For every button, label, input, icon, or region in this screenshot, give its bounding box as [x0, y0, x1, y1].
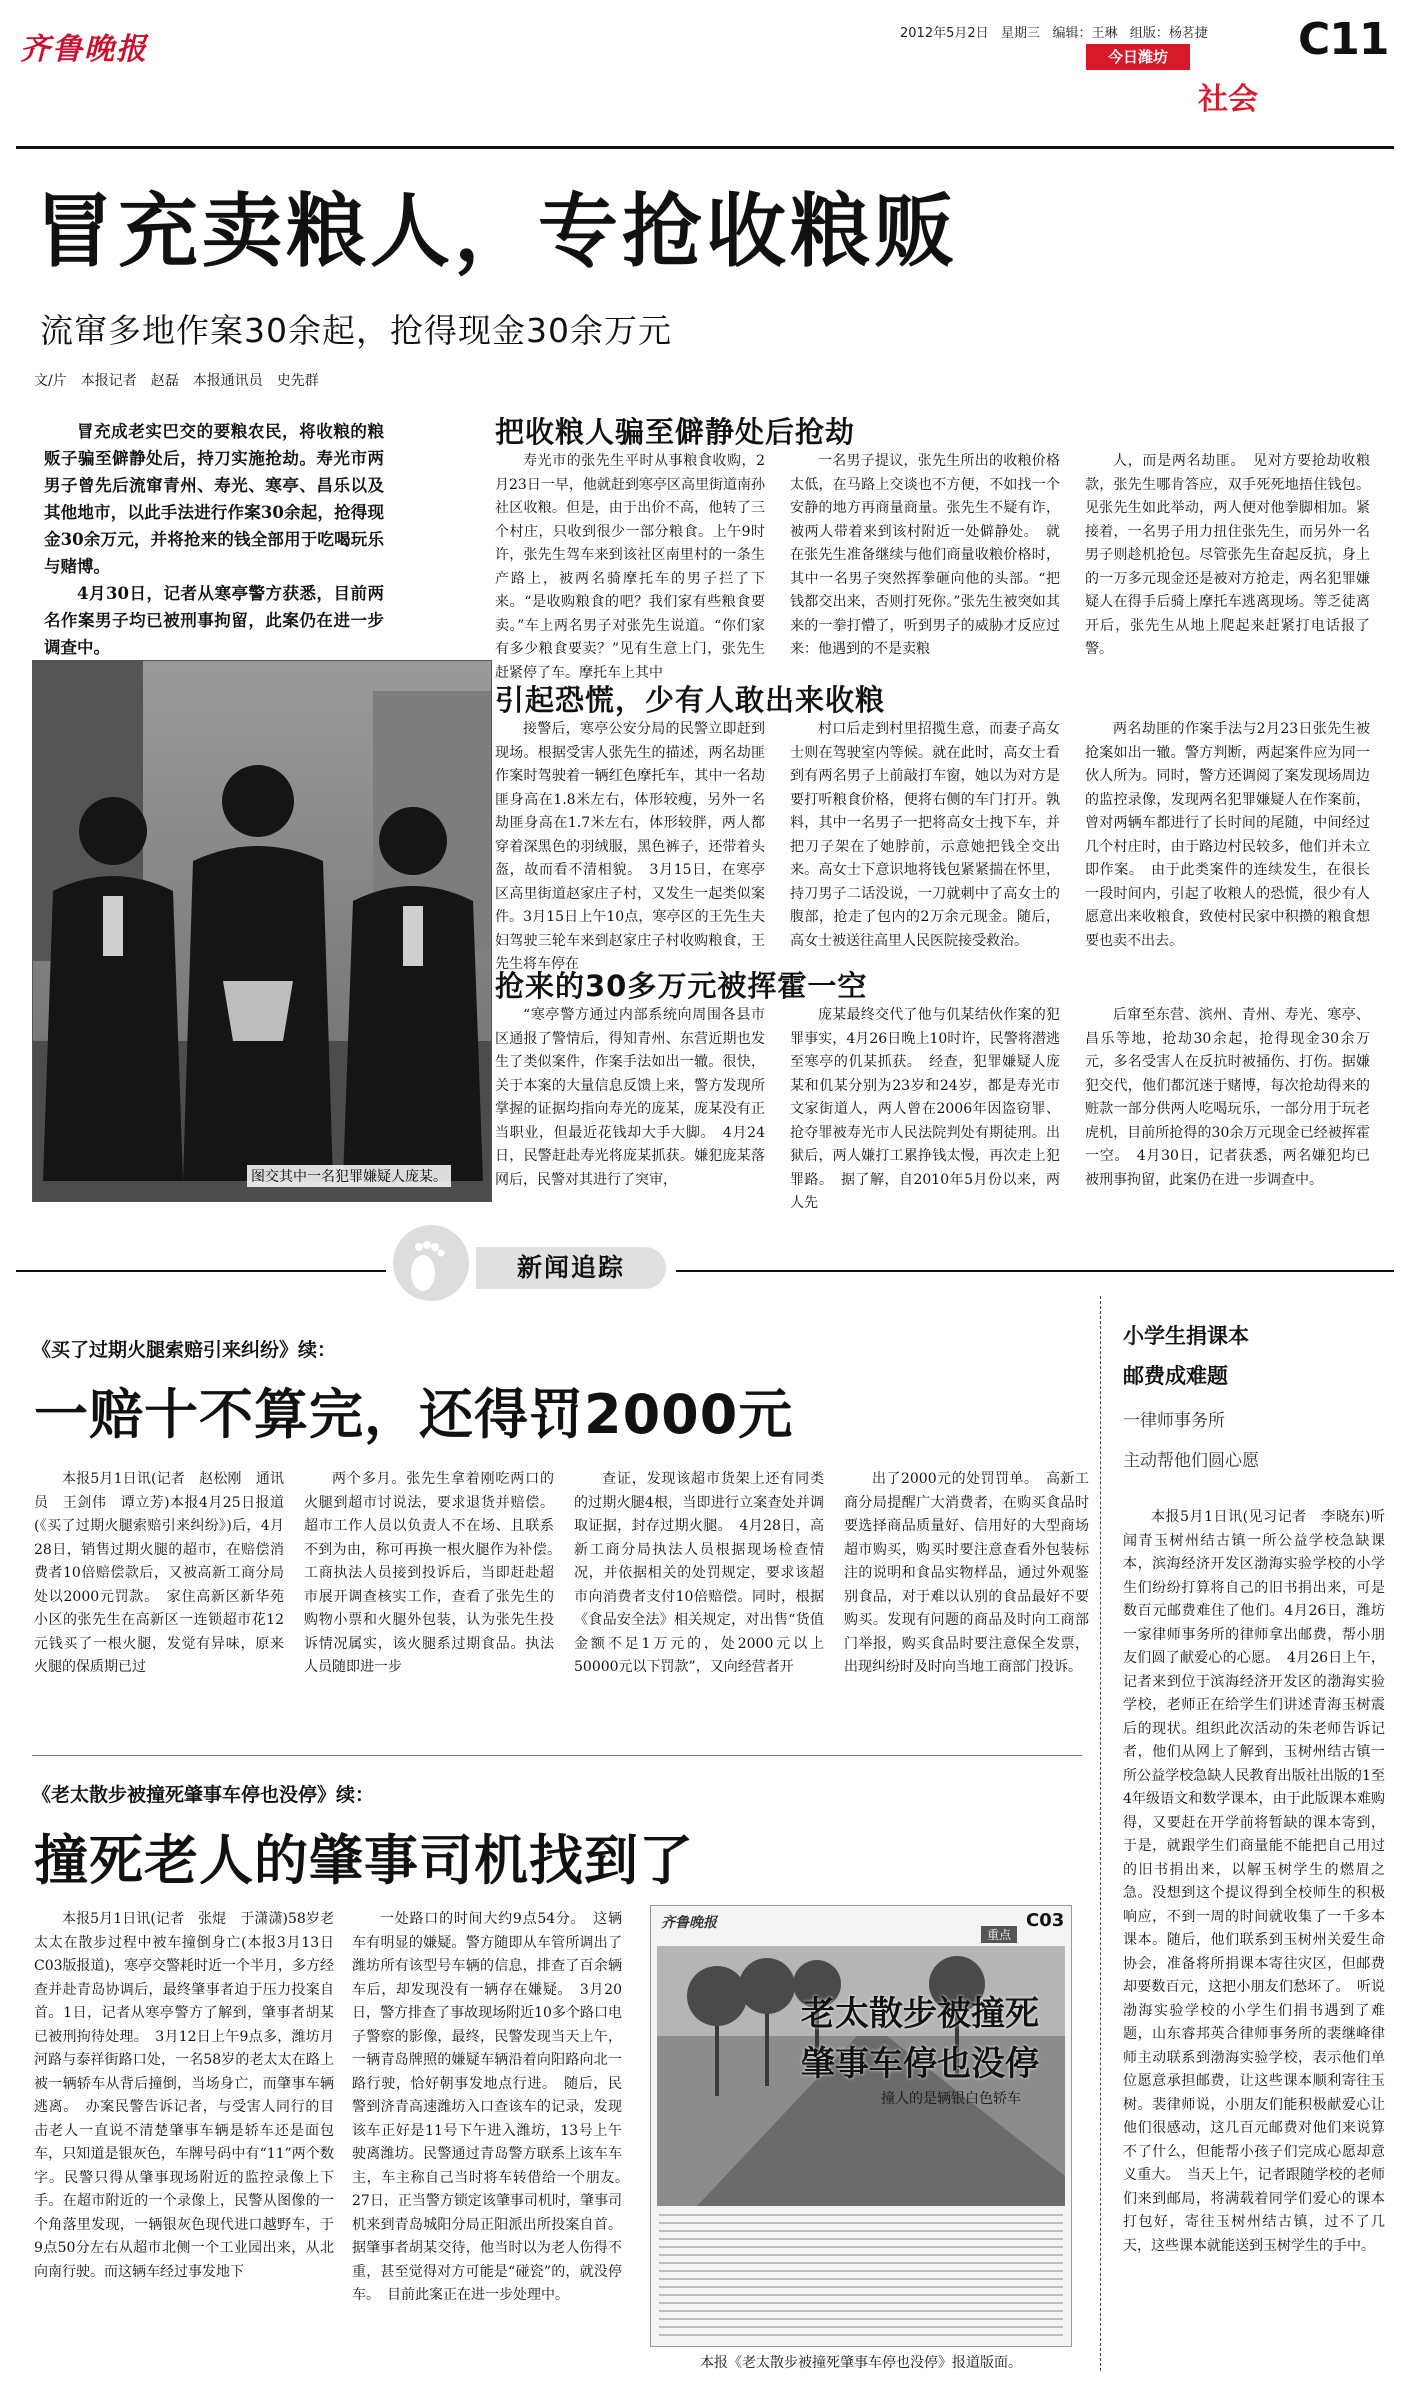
- clip-text-lines: [659, 2214, 1063, 2340]
- lead-photo: [32, 660, 492, 1202]
- story-divider: [32, 1755, 1082, 1756]
- tracking-label: 新闻追踪: [476, 1247, 666, 1289]
- channel-tag: 今日潍坊: [1086, 44, 1190, 70]
- story3-kicker: 《老太散步被撞死肇事车停也没停》续：: [32, 1784, 375, 1806]
- tracking-banner: [16, 1215, 1394, 1305]
- lead-section-1-col-3: 人，而是两名劫匪。 见对方要抢劫收粮款，张先生哪肯答应，双手死死地捂住钱包。见张先生如此举动，两人便对他拳脚相加。紧接着，一名男子用力扭住张先生，而另外一名男子则趁机抢包。尽管张先生奋起反抗，身上的一万多元现金还是被对方抢走，两名犯罪嫌疑人在得手后骑上摩托车逃离现场。等乏徒离开后，张先生从地上爬起来赶紧打电话报了警。: [1085, 453, 1370, 657]
- lead-intro-p2: 4月30日，记者从寒亭警方获悉，目前两名作案男子均已被刑事拘留，此案仍在进一步调查中。: [44, 584, 384, 657]
- story2-headline: 一赔十不算完，还得罚2000元: [34, 1383, 794, 1446]
- lead-section-2-col-3: 两名劫匪的作案手法与2月23日张先生被抢案如出一辙。警方判断，两起案件应为同一伙人所为。同时，警方还调阅了案发现场周边的监控录像，发现两名犯罪嫌疑人在作案前，曾对两辆车都进行了长时间的尾随，中间经过几个村庄时，由于路边村民较多，他们并未立即作案。 由于此类案件的连续发生，在很长一段时间内，引起了收粮人的恐慌，很少有人愿意出来收粮食，致使村民家中积攒的粮食想要也卖不出去。: [1085, 721, 1370, 949]
- lead-section-2-col-1: 接警后，寒亭公安分局的民警立即赶到现场。根据受害人张先生的描述，两名劫匪作案时驾驶着一辆红色摩托车，其中一名劫匪身高在1.8米左右，体形较瘦，另外一名劫匪身高在1.7米左右，体形较胖，两人都穿着深黑色的羽绒服，黑色裤子，还带着头盔，故而看不清相貌。 3月15日，在寒亭区高里街道赵家庄子村，又发生一起类似案件。3月15日上午10点，寒亭区的王先生夫妇驾驶三轮车来到赵家庄子村收购粮食，王先生将车停在: [495, 721, 765, 972]
- lead-photo-caption: 图交其中一名犯罪嫌疑人庞某。: [247, 1165, 451, 1187]
- story3-clip-caption: 本报《老太散步被撞死肇事车停也没停》报道版面。: [700, 2355, 1022, 2371]
- story2-kicker: 《买了过期火腿索赔引来纠纷》续：: [32, 1339, 337, 1361]
- lead-section-3-title: 抢来的30多万元被挥霍一空: [495, 969, 868, 1003]
- layout-credit: 组版：杨茗捷: [1129, 26, 1208, 41]
- masthead-rule: [16, 146, 1394, 149]
- lead-headline: 冒充卖粮人，专抢收粮贩: [34, 185, 958, 278]
- lead-subheadline: 流窜多地作案30余起，抢得现金30余万元: [40, 311, 672, 350]
- clip-headline-2: 肇事车停也没停: [801, 2044, 1039, 2084]
- clip-subline: 撞人的是辆银白色轿车: [881, 2091, 1021, 2107]
- lead-section-1-title: 把收粮人骗至僻静处后抢劫: [495, 415, 856, 449]
- sidebar-body: 本报5月1日讯(见习记者 李晓东)听闻青玉树州结古镇一所公益学校急缺课本，滨海经济开发区渤海实验学校的小学生们纷纷打算将自己的旧书捐出来，可是数百元邮费难住了他们。4月26日，潍坊一家律师事务所的律师拿出邮费，帮小朋友们圆了献爱心的心愿。 4月26日上午，记者来到位于滨海经济开发区的渤海实验学校，老师正在给学生们讲述青海玉树震后的现状。组织此次活动的朱老师告诉记者，他们从网上了解到，玉树州结古镇一所公益学校急缺人民教育出版社出版的1至4年级语文和数学课本，由于此版课本难购得，又要赶在开学前将暂缺的课本寄到，于是，就跟学生们商量能不能把自己用过的旧书捐出来，以解玉树学生的燃眉之急。没想到这个提议得到全校师生的积极响应，不到一周的时间就收集了一千多本课本。随后，他们联系到玉树州关爱生命协会，准备将所捐课本寄往灾区，但邮费却要数百元，这把小朋友们愁坏了。 听说渤海实验学校的小学生们捐书遇到了难题，山东睿邦英合律师事务所的裴继峰律师主动联系到渤海实验学校，表示他们单位愿意承担邮费，让这些课本顺利寄往玉树。裴律师说，小朋友们能积极献爱心让他们很感动，这几百元邮费对他们来说算不了什么，但能帮小孩子们完成心愿却意义重大。 当天上午，记者跟随学校的老师们来到邮局，将满载着同学们爱心的课本打包好，寄往玉树州结古镇，过不了几天，这些课本就能送到玉树学生的手中。: [1123, 1509, 1385, 2254]
- lead-section-1-col-1: 寿光市的张先生平时从事粮食收购，2月23日一早，他就赶到寒亭区高里街道南孙社区收粮。但是，由于出价不高，他转了三个村庄，只收到很少一部分粮食。上午9时许，张先生驾车来到该社区南里村的一条生产路上，被两名骑摩托车的男子拦了下来。“是收购粮食的吧？我们家有些粮食要卖。”车上两名男子对张先生说道。“你们家有多少粮食要卖？”见有生意上门，张先生赶紧停了车。摩托车上其中: [495, 453, 765, 681]
- issue-date: 2012年5月2日: [900, 26, 989, 41]
- story3-col-1: 本报5月1日讯(记者 张焜 于潇潇)58岁老太太在散步过程中被车撞倒身亡(本报3月13日C03版报道)，寒亭交警耗时近一个半月，多方经查并赴青岛协调后，最终肇事者迫于压力投案自首。1日，记者从寒亭警方了解到，肇事者胡某已被刑拘待处理。 3月12日上午9点多，潍坊月河路与泰祥街路口处，一名58岁的老太太在路上被一辆轿车从背后撞倒，当场身亡，而肇事车辆逃离。 办案民警告诉记者，与受害人同行的目击老人一直说不清楚肇事车辆是轿车还是面包车，只知道是银灰色，车牌号码中有“11”两个数字。民警只得从肇事现场附近的监控录像上下手。在超市附近的一个录像上，民警从图像的一个角落里发现，一辆银灰色现代进口越野车，于9点50分左右从超市北侧一个工业园出来，从北向南行驶。而这辆车经过事发地下: [34, 1911, 334, 2280]
- lead-section-3-col-3: 后窜至东营、滨州、青州、寿光、寒亭、昌乐等地，抢劫30余起，抢得现金30余万元，多名受害人在反抗时被捅伤、打伤。据嫌犯交代，他们都沉迷于赌博，每次抢劫得来的赃款一部分供两人吃喝玩乐，一部分用于玩老虎机，目前所抢得的30余万元现金已经被挥霍一空。 4月30日，记者获悉，两名嫌犯均已被刑事拘留，此案仍在进一步调查中。: [1085, 1007, 1370, 1188]
- story3-clipping: [650, 1905, 1072, 2347]
- sidebar-title-2: 邮费成难题: [1123, 1364, 1228, 1388]
- clip-logo: 齐鲁晚报: [661, 1915, 717, 1931]
- story3-headline: 撞死老人的肇事司机找到了: [34, 1829, 694, 1892]
- story2-col-4: 出了2000元的处罚罚单。 高新工商分局提醒广大消费者，在购买食品时要选择商品质量好、信用好的大型商场超市购买，购买时要注意查看外包装标注的说明和食品实物样品，通过外观鉴别食品，对于难以认别的食品最好不要购买。发现有问题的商品及时向工商部门举报，购买食品时要注意保全发票，出现纠纷时及时向当地工商部门投诉。: [844, 1471, 1089, 1675]
- story2-col-1: 本报5月1日讯(记者 赵松刚 通讯员 王剑伟 谭立芳)本报4月25日报道(《买了过期火腿索赔引来纠纷》)后，4月28日，销售过期火腿的超市，在赔偿消费者10倍赔偿款后，又被高新工商分局处以2000元罚款。 家住高新区新华苑小区的张先生在高新区一连锁超市花12元钱买了一根火腿，发觉有异味，原来火腿的保质期已过: [34, 1471, 284, 1675]
- tracking-rule-right: [676, 1270, 1394, 1272]
- lead-section-2-title: 引起恐慌，少有人敢出来收粮: [495, 683, 886, 717]
- lead-section-3-col-2: 庞某最终交代了他与仉某结伙作案的犯罪事实，4月26日晚上10时许，民警将潜逃至寒亭的仉某抓获。 经查，犯罪嫌疑人庞某和仉某分别为23岁和24岁，都是寿光市文家街道人，两人曾在2006年因盗窃罪、抢夺罪被寿光市人民法院判处有期徒刑。出狱后，两人嫌打工累挣钱太慢，再次走上犯罪路。 据了解，自2010年5月份以来，两人先: [790, 1007, 1060, 1211]
- clip-page: C03: [1026, 1910, 1065, 1931]
- story2-col-3: 查证，发现该超市货架上还有同类的过期火腿4根，当即进行立案查处并调取证据，封存过期火腿。 4月28日，高新工商分局执法人员根据现场检查情况，并依据相关的处罚规定，要求该超市向消费者支付10倍赔偿。同时，根据《食品安全法》相关规定，对出售“货值金额不足1万元的，处2000元以上50000元以下罚款”，又向经营者开: [574, 1471, 824, 1675]
- clip-headline-1: 老太散步被撞死: [801, 1994, 1039, 2034]
- sidebar-deck-1: 一律师事务所: [1123, 1411, 1225, 1431]
- page-number: C11: [1298, 14, 1389, 65]
- issue-weekday: 星期三: [1001, 26, 1041, 41]
- lead-section-3-col-1: “寒亭警方通过内部系统向周围各县市区通报了警情后，得知青州、东营近期也发生了类似案件，作案手法如出一辙。很快，关于本案的大量信息反馈上来，警方发现所掌握的证据均指向寿光的庞某，庞某没有正当职业，但最近花钱却大手大脚。 4月24日，民警赶赴寿光将庞某抓获。嫌犯庞某落网后，民警对其进行了突审，: [495, 1007, 765, 1188]
- lead-section-1-col-2: 一名男子提议，张先生所出的收粮价格太低，在马路上交谈也不方便，不如找一个安静的地方再商量商量。张先生不疑有诈，被两人带着来到该村附近一处僻静处。 就在张先生准备继续与他们商量收粮价格时，其中一名男子突然挥拳砸向他的头部。“把钱都交出来，否则打死你。”张先生被突如其来的一拳打懵了，听到男子的威胁才反应过来：他遇到的不是卖粮: [790, 453, 1060, 657]
- lead-intro-p1: 冒充成老实巴交的要粮农民，将收粮的粮贩子骗至僻静处后，持刀实施抢劫。寿光市两男子曾先后流窜青州、寿光、寒亭、昌乐以及其他地市，以此手法进行作案30余起，抢得现金30余万元，并将抢来的钱全部用于吃喝玩乐与赌博。: [44, 422, 384, 576]
- section-label: 社会: [1198, 82, 1258, 117]
- lead-byline: 文/片 本报记者 赵磊 本报通讯员 史先群: [34, 373, 319, 389]
- issue-meta: [900, 22, 1208, 41]
- sidebar-title-1: 小学生捐课本: [1123, 1324, 1249, 1348]
- lead-intro: [44, 418, 384, 657]
- tracking-rule-left: [16, 1270, 386, 1272]
- masthead: [0, 0, 1409, 130]
- sidebar-deck-2: 主动帮他们圆心愿: [1123, 1451, 1259, 1471]
- footprint-icon: [391, 1223, 471, 1303]
- clip-section: 重点: [981, 1926, 1017, 1943]
- sidebar-box: [1100, 1296, 1395, 2371]
- story3-col-2: 一处路口的时间大约9点54分。 这辆车有明显的嫌疑。警方随即从车管所调出了潍坊所有该型号车辆的信息，排查了百余辆车后，却发现没有一辆存在嫌疑。 3月20日，警方排查了事故现场附近10多个路口电子警察的影像，最终，民警发现当天上午，一辆青岛牌照的嫌疑车辆沿着向阳路向北一路行驶，恰好朝事发地点行进。 随后，民警到济青高速潍坊入口查该车的记录，发现该车正好是11号下午进入潍坊，13号上午驶离潍坊。民警通过青岛警方联系上该车车主，车主称自己当时将车转借给一个朋友。 27日，正当警方锁定该肇事司机时，肇事司机来到青岛城阳分局正阳派出所投案自首。据肇事者胡某交待，他当时以为老人伤得不重，甚至觉得对方可能是“碰瓷”的，就没停车。 目前此案正在进一步处理中。: [352, 1911, 636, 2303]
- lead-section-2-col-2: 村口后走到村里招揽生意，而妻子高女士则在驾驶室内等候。就在此时，高女士看到有两名男子上前敲打车窗，她以为对方是要打听粮食价格，便将右侧的车门打开。孰料，其中一名男子一把将高女士拽下车，并把刀子架在了她脖前，示意她把钱全交出来。高女士下意识地将钱包紧紧揣在怀里，持刀男子二话没说，一刀就刺中了高女士的腹部，抢走了包内的2万余元现金。随后，高女士被送往高里人民医院接受救治。: [790, 721, 1060, 949]
- editor-credit: 编辑：王琳: [1052, 26, 1118, 41]
- newspaper-logo: 齐鲁晚报: [20, 32, 148, 67]
- story2-col-2: 两个多月。张先生拿着刚吃两口的火腿到超市讨说法，要求退货并赔偿。超市工作人员以负责人不在场、且联系不到为由，称可再换一根火腿作为补偿。 工商执法人员接到投诉后，当即赶赴超市展开调查核实工作，查看了张先生的购物小票和火腿外包装，认为张先生投诉情况属实，该火腿系过期食品。执法人员随即进一步: [304, 1471, 568, 1675]
